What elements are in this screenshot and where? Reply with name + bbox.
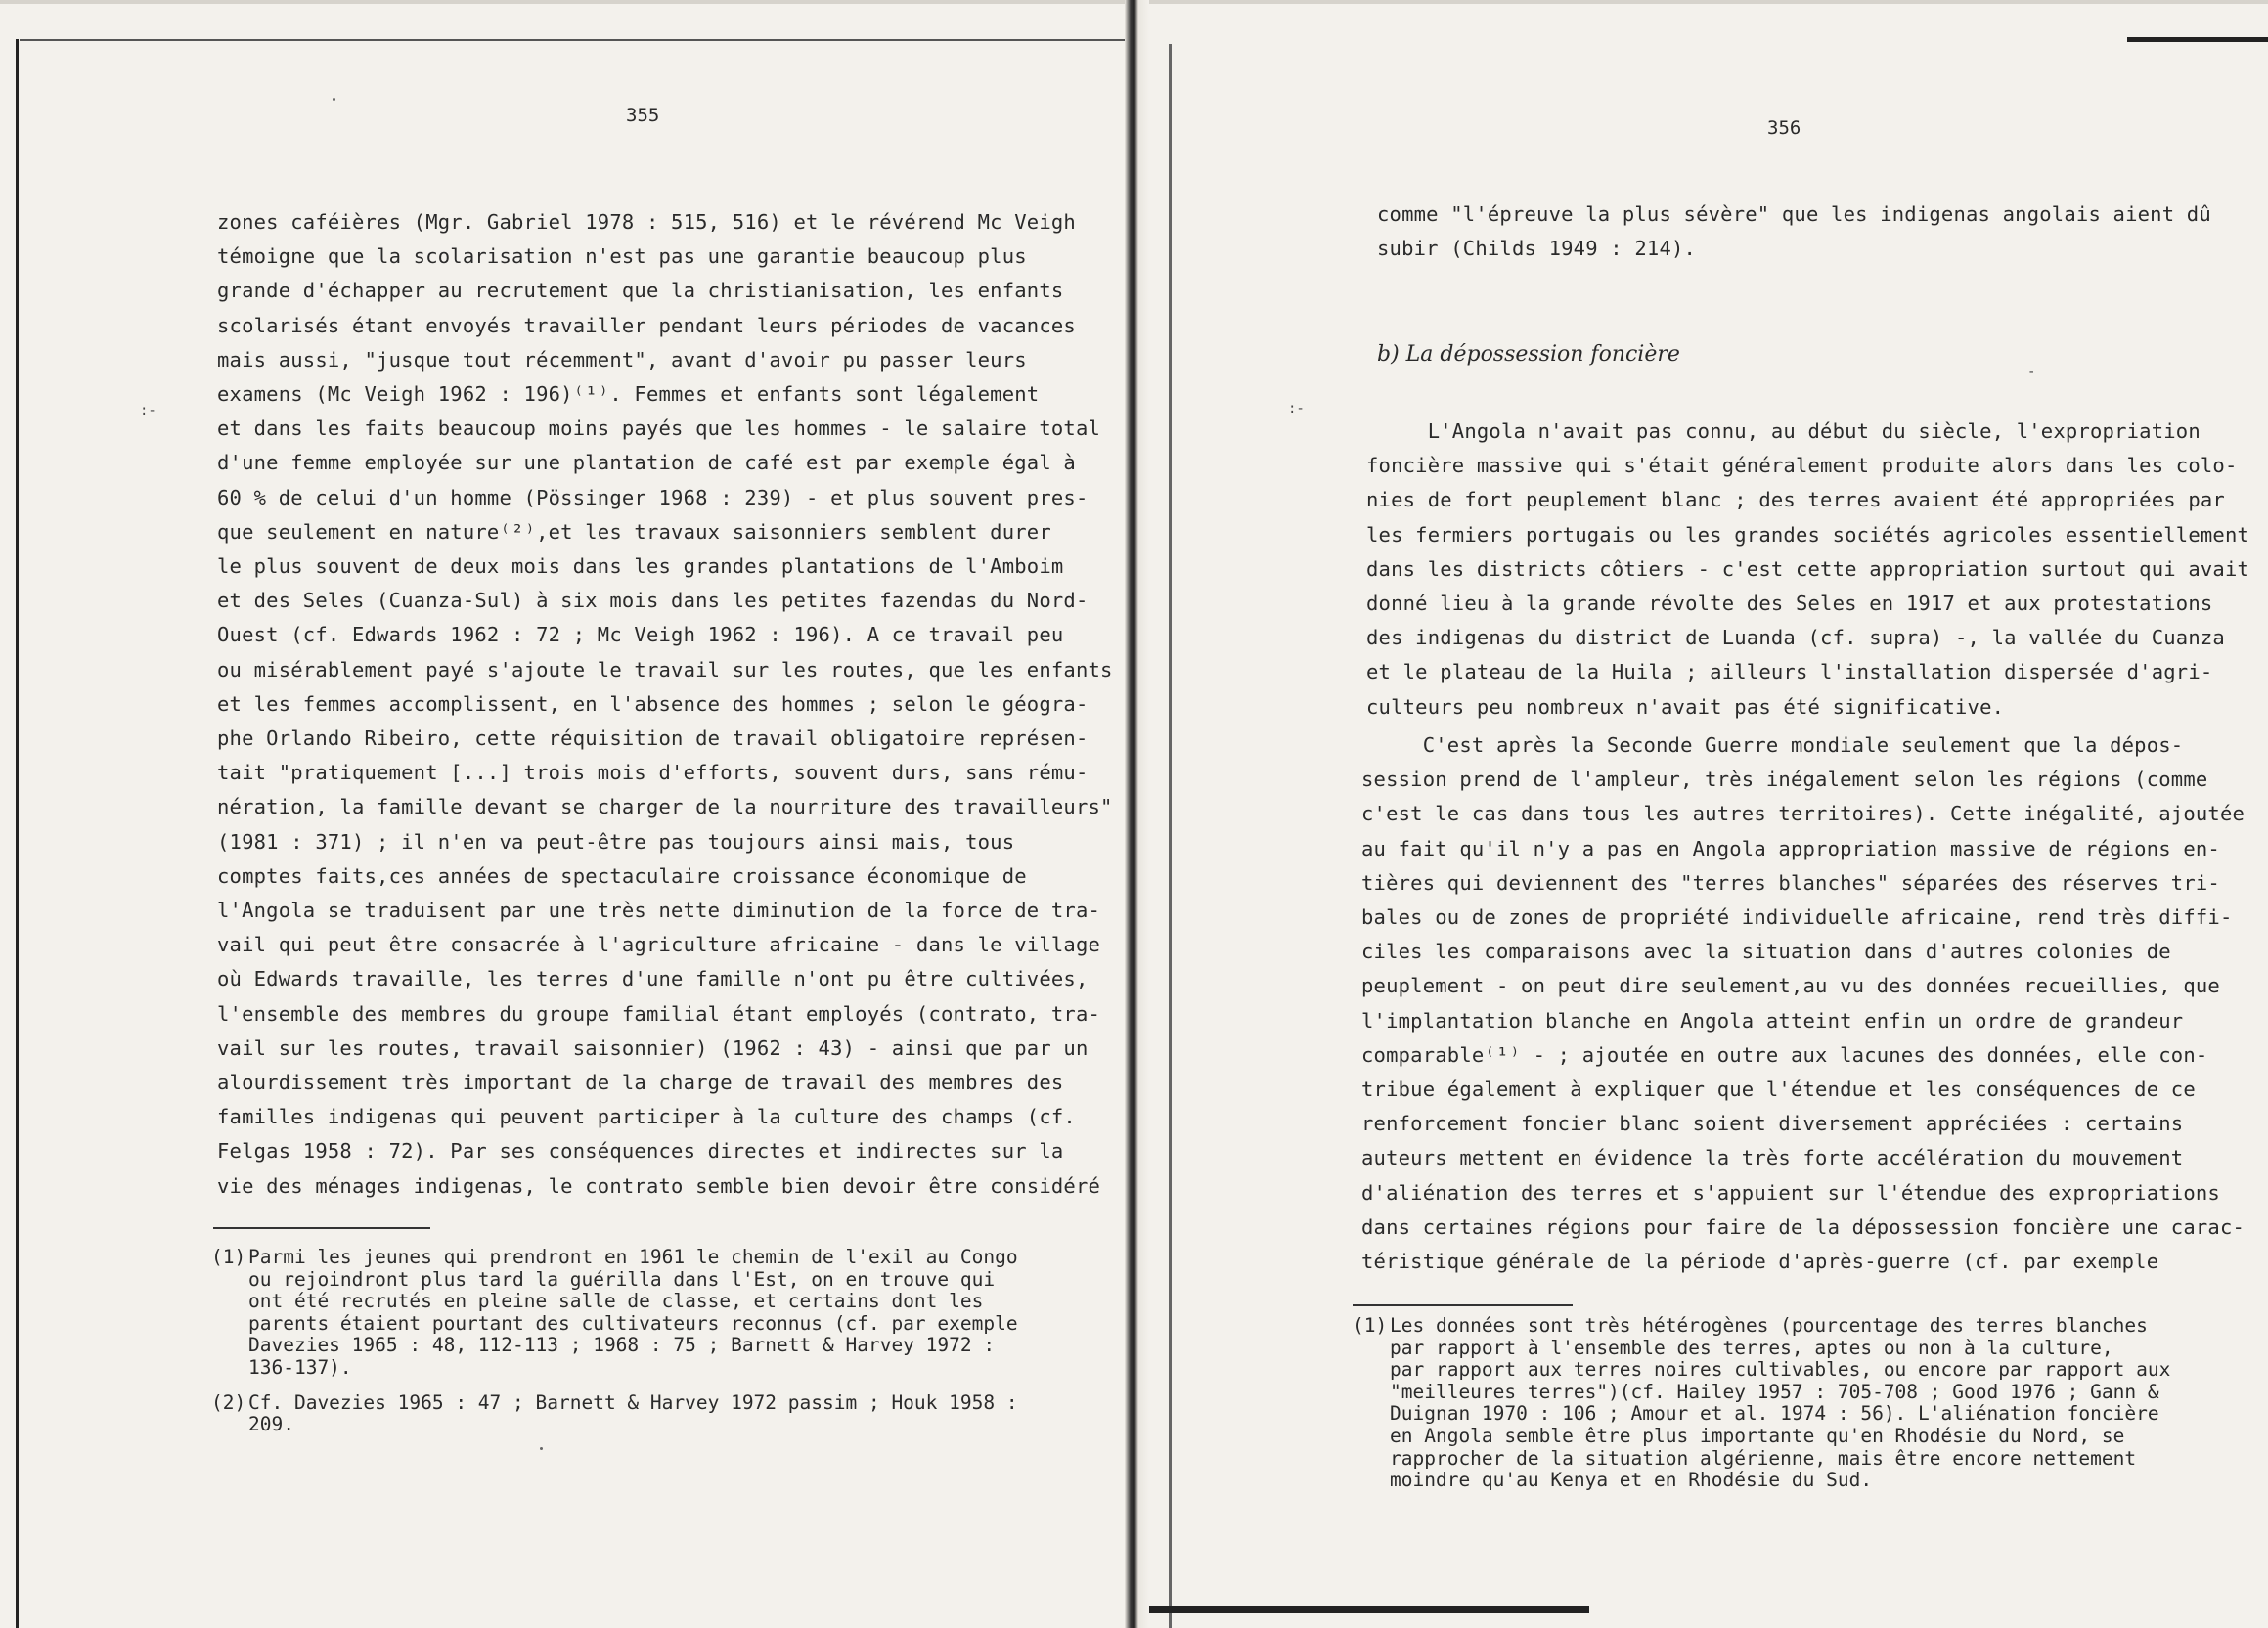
text-line: tait "pratiquement [...] trois mois d'efforts, souvent durs, sans rému-	[217, 761, 1089, 785]
footnote-line: ont été recrutés en pleine salle de classe, et certains dont les	[248, 1290, 984, 1313]
page-number-356: 356	[1767, 117, 1801, 139]
text-line: vail sur les routes, travail saisonnier) (1962 : 43) - ainsi que par un	[217, 1035, 1089, 1060]
text-line: c'est le cas dans tous les autres territoires). Cette inégalité, ajoutée	[1361, 802, 2246, 826]
footnote-line: Parmi les jeunes qui prendront en 1961 le chemin de l'exil au Congo	[248, 1246, 1018, 1268]
text-line: l'ensemble des membres du groupe familial étant employés (contrato, tra-	[217, 1001, 1101, 1026]
text-line: dans les districts côtiers - c'est cette appropriation surtout qui avait	[1366, 556, 2250, 581]
text-line: le plus souvent de deux mois dans les grandes plantations de l'Amboim	[217, 554, 1064, 579]
text-line: familles indigenas qui peuvent participer à la culture des champs (cf.	[217, 1105, 1076, 1129]
text-line: vail qui peut être consacrée à l'agriculture africaine - dans le village	[217, 933, 1101, 957]
text-line: ou misérablement payé s'ajoute le travail sur les routes, que les enfants	[217, 657, 1113, 682]
text-line: dans certaines régions pour faire de la dépossession foncière une carac-	[1361, 1214, 2246, 1239]
text-line: où Edwards travaille, les terres d'une famille n'ont pu être cultivées,	[217, 967, 1089, 991]
text-line: comparable⁽¹⁾ - ; ajoutée en outre aux lacunes des données, elle con-	[1361, 1042, 2208, 1067]
footnote-line: ou rejoindront plus tard la guérilla dans l'Est, on en trouve qui	[248, 1267, 996, 1291]
text-line: l'implantation blanche en Angola atteint enfin un ordre de grandeur	[1361, 1008, 2184, 1033]
right-page-bottom-edge	[1149, 1606, 1589, 1613]
footnote-line: moindre qu'au Kenya et en Rhodésie du Sud.	[1390, 1469, 1873, 1492]
text-line: les fermiers portugais ou les grandes sociétés agricoles essentiellement	[1366, 522, 2250, 547]
text-line: (1981 : 371) ; il n'en va peut-être pas toujours ainsi mais, tous	[217, 829, 1015, 854]
text-line: témoigne que la scolarisation n'est pas une garantie beaucoup plus	[217, 244, 1027, 269]
text-line: grande d'échapper au recrutement que la christianisation, les enfants	[217, 279, 1064, 303]
text-line: comme "l'épreuve la plus sévère" que les indigenas angolais aient dû	[1377, 202, 2211, 226]
section-heading: b) La dépossession foncière	[1377, 342, 1680, 367]
text-line: d'une femme employée sur une plantation de café est par exemple égal à	[217, 451, 1076, 475]
text-line: Felgas 1958 : 72). Par ses conséquences directes et indirectes sur la	[217, 1139, 1064, 1164]
left-body-text	[217, 205, 1113, 1204]
left-page-edge	[16, 39, 19, 1628]
text-line: tribue également à expliquer que l'étendue et les conséquences de ce	[1361, 1078, 2196, 1102]
text-line: auteurs mettent en évidence la très forte accélération du mouvement	[1361, 1146, 2184, 1170]
text-line: mais aussi, "jusque tout récemment", avant d'avoir pu passer leurs	[217, 347, 1027, 372]
text-line: foncière massive qui s'était généralement produite alors dans les colo-	[1366, 454, 2238, 478]
footnote	[211, 1392, 1018, 1436]
text-line: peuplement - on peut dire seulement,au vu des données recueillies, que	[1361, 974, 2220, 998]
footnote-line: parents étaient pourtant des cultivateurs reconnus (cf. par exemple	[248, 1311, 1018, 1335]
text-line: nération, la famille devant se charger de la nourriture des travailleurs"	[217, 795, 1113, 819]
footnote-text	[248, 1247, 1018, 1380]
text-line: au fait qu'il n'y a pas en Angola appropriation massive de régions en-	[1361, 836, 2220, 860]
text-line: l'Angola se traduisent par une très nette diminution de la force de tra-	[217, 899, 1101, 923]
text-line: vie des ménages indigenas, le contrato semble bien devoir être considéré	[217, 1173, 1101, 1198]
right-page	[1149, 0, 2268, 1628]
footnote-line: "meilleures terres")(cf. Hailey 1957 : 705-708 ; Good 1976 ; Gann &	[1390, 1380, 2159, 1403]
page-number-355: 355	[626, 105, 660, 126]
footnote-line: 136-137).	[248, 1355, 352, 1379]
footnote-mark: (1)	[1353, 1314, 1388, 1337]
footnote-line: Davezies 1965 : 48, 112-113 ; 1968 : 75 ; Barnett & Harvey 1972 :	[248, 1334, 996, 1357]
footnote	[211, 1247, 1018, 1380]
left-page	[0, 0, 1125, 1628]
text-line: donné lieu à la grande révolte des Seles en 1917 et aux protestations	[1366, 592, 2213, 616]
text-line: L'Angola n'avait pas connu, au début du siècle, l'expropriation	[1366, 419, 2201, 443]
text-line: que seulement en nature⁽²⁾,et les travaux saisonniers semblent durer	[217, 519, 1051, 544]
text-line: alourdissement très important de la charge de travail des membres des	[217, 1071, 1064, 1095]
right-intro-text	[1377, 198, 2211, 266]
margin-mark: :-	[1288, 401, 1305, 417]
text-line: téristique générale de la période d'après-guerre (cf. par exemple	[1361, 1250, 2159, 1274]
footnote-text	[248, 1392, 1018, 1436]
text-line: C'est après la Seconde Guerre mondiale seulement que la dépos-	[1361, 733, 2184, 757]
text-line: 60 % de celui d'un homme (Pössinger 1968 : 239) - et plus souvent pres-	[217, 485, 1089, 509]
margin-mark: :-	[140, 403, 156, 418]
text-line: d'aliénation des terres et s'appuient sur l'étendue des expropriations	[1361, 1180, 2220, 1205]
speck	[333, 98, 335, 101]
footnote-line: Cf. Davezies 1965 : 47 ; Barnett & Harvey 1972 passim ; Houk 1958 :	[248, 1390, 1018, 1414]
text-line: tières qui deviennent des "terres blanches" séparées des réserves tri-	[1361, 870, 2220, 895]
footnote-rule	[1353, 1304, 1573, 1306]
footnote-mark: (1)	[211, 1246, 246, 1268]
footnote	[1353, 1315, 2170, 1492]
footnote-rule	[213, 1227, 430, 1229]
footnote-line: 209.	[248, 1413, 294, 1436]
text-line: renforcement foncier blanc soient diversement appréciées : certains	[1361, 1112, 2184, 1136]
right-paragraph-2	[1361, 728, 2245, 1279]
footnote-text	[1390, 1315, 2170, 1492]
text-line: et les femmes accomplissent, en l'absence des hommes ; selon le géogra-	[217, 691, 1089, 716]
left-page-top-edge	[20, 39, 1125, 41]
text-line: des indigenas du district de Luanda (cf. supra) -, la vallée du Cuanza	[1366, 626, 2225, 650]
text-line: et le plateau de la Huila ; ailleurs l'installation dispersée d'agri-	[1366, 660, 2213, 684]
speck	[540, 1447, 543, 1450]
right-page-top-edge	[2127, 37, 2268, 42]
text-line: et des Seles (Cuanza-Sul) à six mois dans les petites fazendas du Nord-	[217, 589, 1089, 613]
text-line: ciles les comparaisons avec la situation dans d'autres colonies de	[1361, 940, 2171, 964]
book-spine	[1125, 0, 1149, 1628]
right-page-edge	[1169, 44, 1172, 1628]
margin-mark: -	[2027, 364, 2036, 379]
text-line: culteurs peu nombreux n'avait pas été significative.	[1366, 694, 2005, 719]
text-line: scolarisés étant envoyés travailler pendant leurs périodes de vacances	[217, 313, 1076, 337]
left-footnotes	[211, 1247, 1018, 1449]
text-line: zones caféières (Mgr. Gabriel 1978 : 515, 516) et le révérend Mc Veigh	[217, 210, 1076, 234]
right-footnotes	[1353, 1315, 2170, 1505]
footnote-line: Les données sont très hétérogènes (pourcentage des terres blanches	[1390, 1314, 2148, 1337]
footnote-line: par rapport aux terres noires cultivables, ou encore par rapport aux	[1390, 1358, 2171, 1382]
text-line: nies de fort peuplement blanc ; des terres avaient été appropriées par	[1366, 488, 2225, 512]
text-line: comptes faits,ces années de spectaculaire croissance économique de	[217, 863, 1027, 888]
footnote-mark: (2)	[211, 1390, 246, 1414]
text-line: subir (Childs 1949 : 214).	[1377, 237, 1697, 261]
text-line: et dans les faits beaucoup moins payés que les hommes - le salaire total	[217, 417, 1101, 441]
text-line: session prend de l'ampleur, très inégalement selon les régions (comme	[1361, 768, 2208, 792]
text-line: examens (Mc Veigh 1962 : 196)⁽¹⁾. Femmes et enfants sont légalement	[217, 382, 1040, 407]
footnote-line: Duignan 1970 : 106 ; Amour et al. 1974 : 56). L'aliénation foncière	[1390, 1402, 2159, 1426]
text-line: Ouest (cf. Edwards 1962 : 72 ; Mc Veigh 1962 : 196). A ce travail peu	[217, 623, 1064, 647]
footnote-line: en Angola semble être plus importante qu'en Rhodésie du Nord, se	[1390, 1424, 2125, 1447]
footnote-line: par rapport à l'ensemble des terres, aptes ou non à la culture,	[1390, 1336, 2113, 1359]
text-line: bales ou de zones de propriété individuelle africaine, rend très diffi-	[1361, 905, 2233, 930]
footnote-line: rapprocher de la situation algérienne, mais être encore nettement	[1390, 1446, 2137, 1470]
text-line: phe Orlando Ribeiro, cette réquisition de travail obligatoire représen-	[217, 726, 1089, 751]
right-paragraph-1	[1366, 415, 2249, 725]
